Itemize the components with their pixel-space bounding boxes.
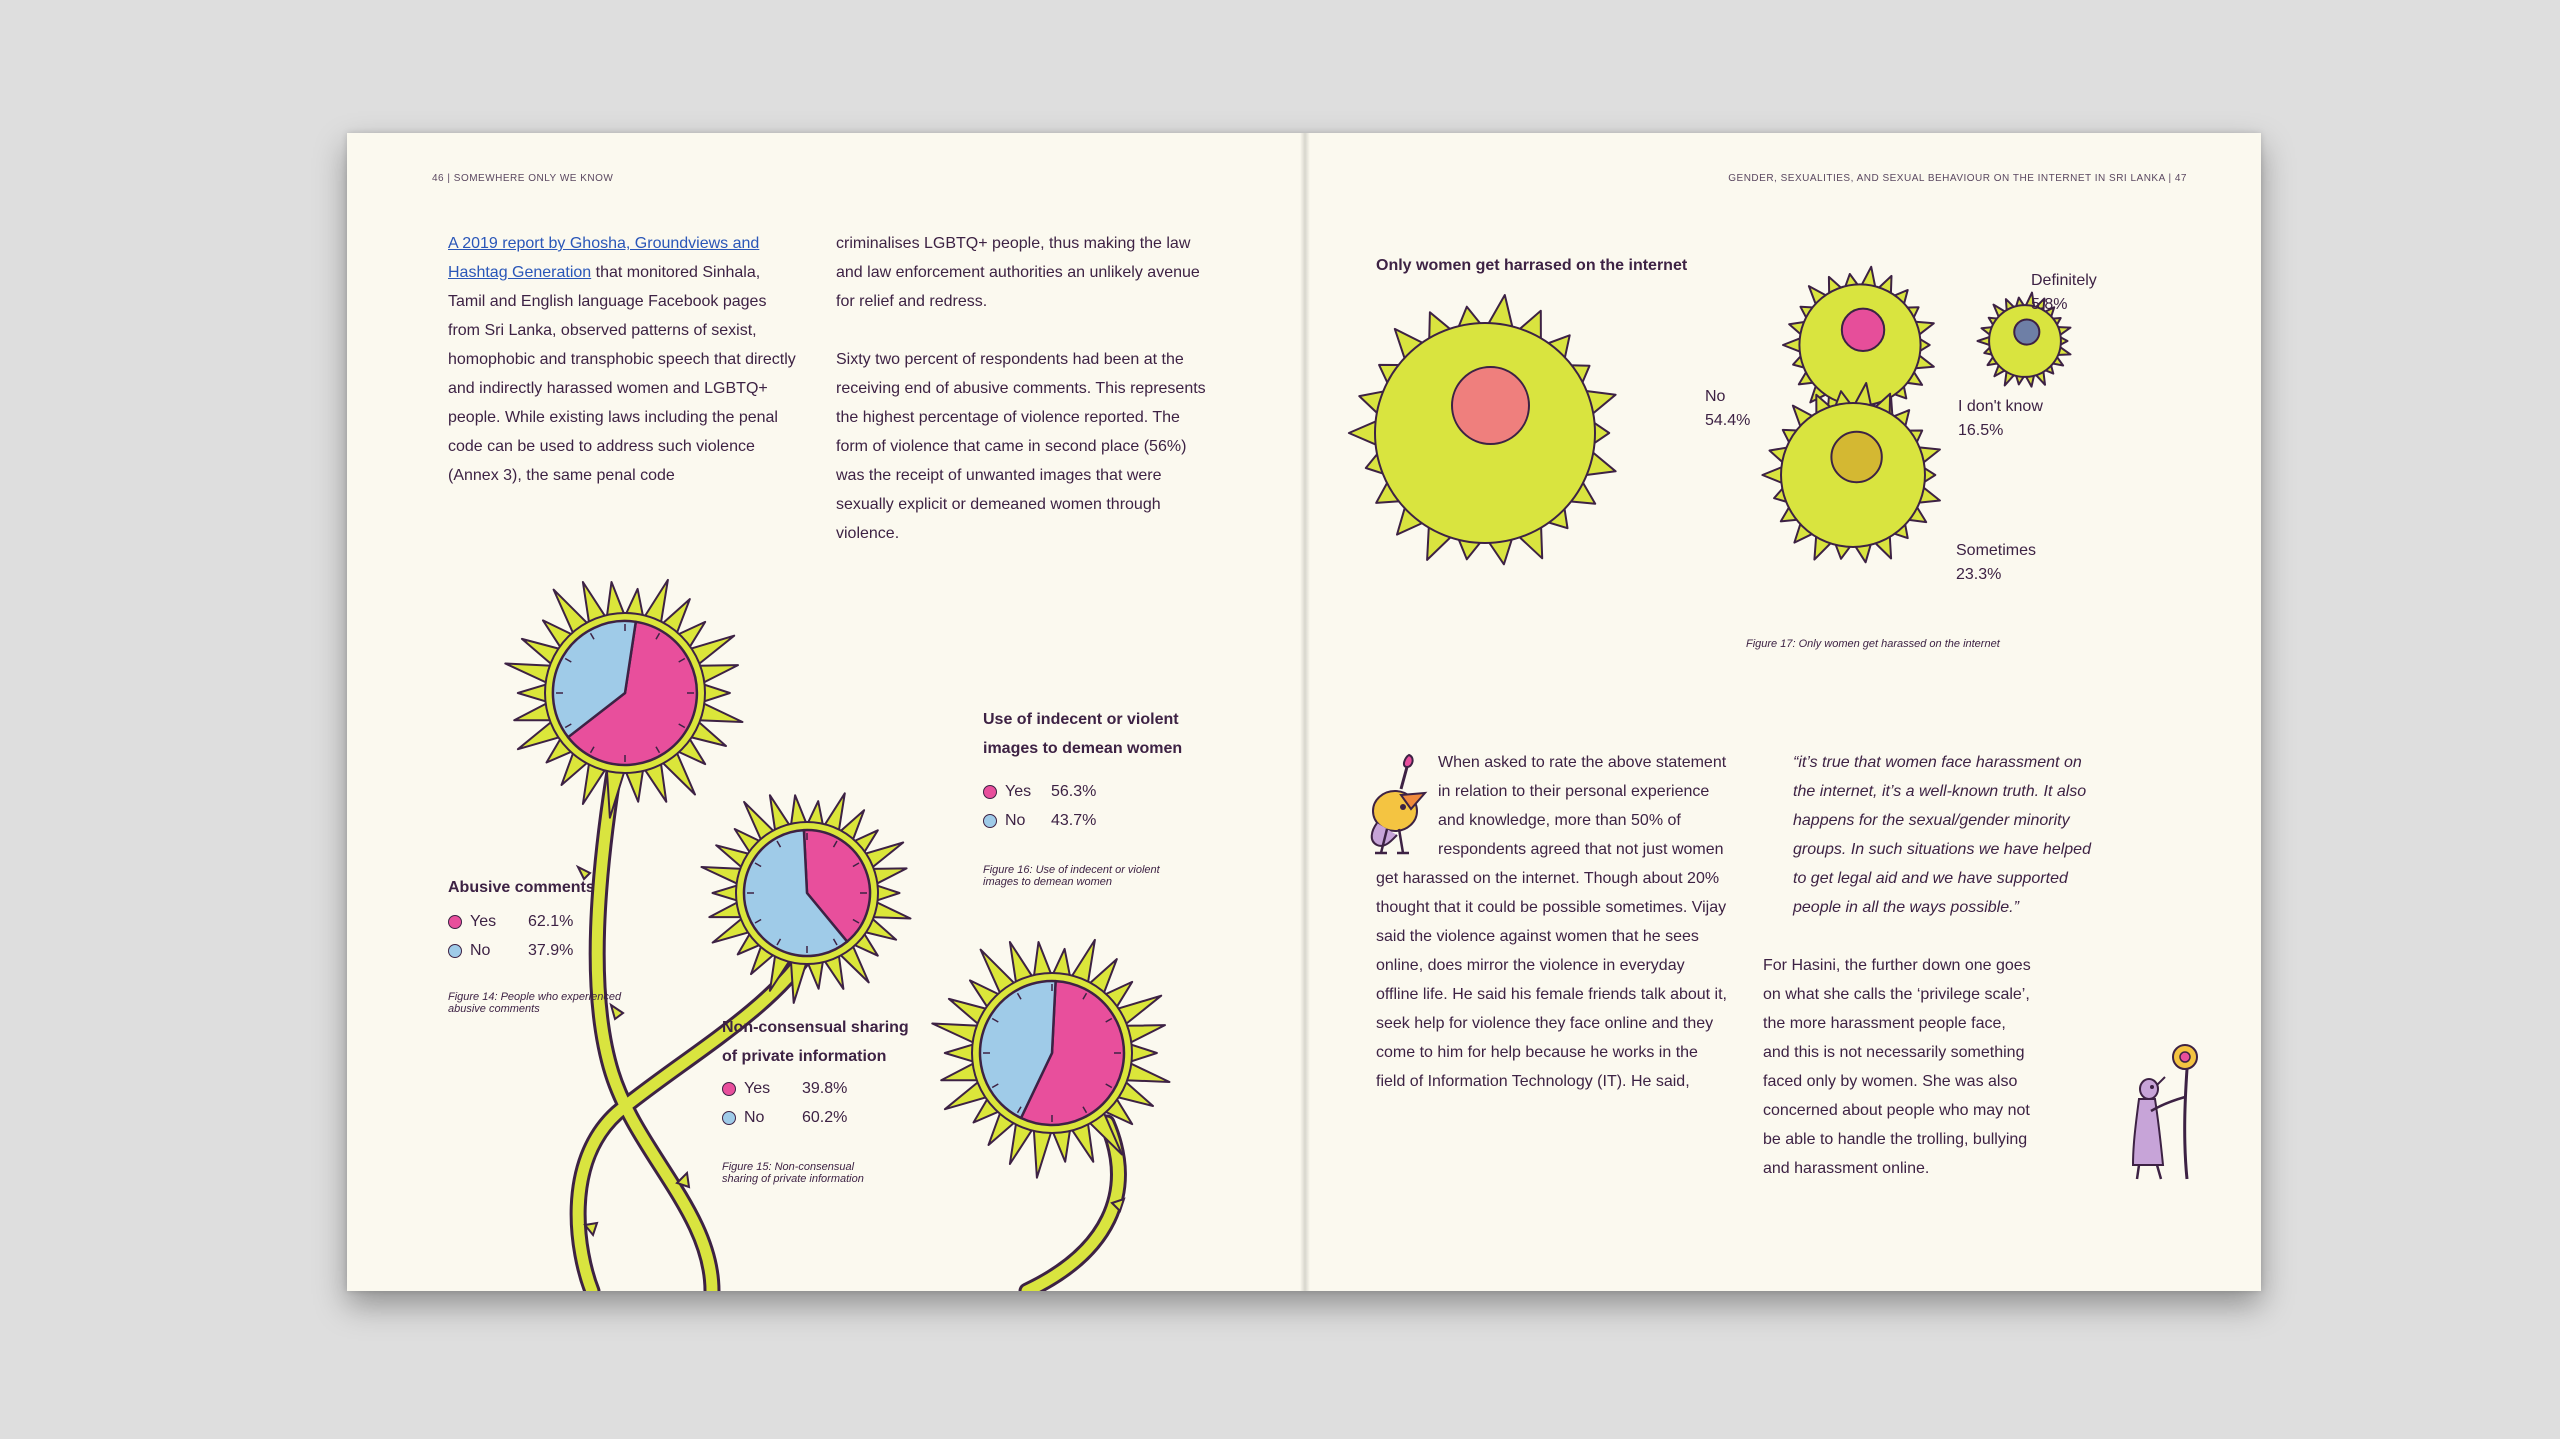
running-head-left: 46 | SOMEWHERE ONLY WE KNOW — [432, 173, 614, 184]
label-value: 16.5% — [1958, 422, 2004, 439]
legend-value: 43.7% — [1051, 812, 1097, 829]
bubble-label-sometimes — [1956, 539, 2036, 587]
indecent-images-flower-chart — [932, 933, 1172, 1173]
paragraph: Sixty two percent of respondents had been at the receiving end of abusive comments. This represents the highest percentage of violence reported. The form of violence that came in second place (56%) was the receipt of unwanted images that were sexually explicit or demeaned women through violence. — [836, 351, 1206, 542]
fig14-caption: Figure 14: People who experienced abusive comments — [448, 991, 622, 1015]
fig16-legend — [983, 777, 1096, 835]
legend-label: No — [470, 942, 491, 959]
fig16-caption: Figure 16: Use of indecent or violent images to demean women — [983, 864, 1160, 888]
legend-label: No — [1005, 812, 1026, 829]
label-name: I don't know — [1958, 398, 2043, 415]
legend-row-no — [722, 1103, 847, 1132]
abusive-comments-flower-chart — [505, 573, 745, 813]
yes-swatch — [983, 785, 997, 799]
right-column-1 — [1376, 748, 1728, 1096]
left-page — [347, 133, 1305, 1291]
legend-row-no — [983, 806, 1096, 835]
left-column-1-text: that monitored Sinhala, Tamil and English language Facebook pages from Sri Lanka, observed patterns of sexist, homophobic and transphobic speech that directly and indirectly harassed women and LGBTQ+ people. While existing laws including the penal code can be used to address such violence (Annex 3), the same penal code — [448, 264, 796, 484]
fig15-legend — [722, 1074, 847, 1132]
legend-value: 62.1% — [528, 913, 574, 930]
bubble-label-definitely — [2031, 269, 2097, 317]
label-name: Definitely — [2031, 272, 2097, 289]
vijay-quote: “it’s true that women face harassment on the internet, it’s a well-known truth. It also happens for the sexual/gender minority groups. In such situations we have helped to get legal aid and we have supported people in all the ways possible.” — [1793, 754, 2091, 916]
book-spread — [347, 133, 2261, 1291]
text-wrap-spacer — [2031, 951, 2103, 1171]
fig14-title: Abusive comments — [448, 879, 595, 896]
right-column-1-text: When asked to rate the above statement in relation to their personal experience and knowledge, more than 50% of respondents agreed that not just women get harassed on the internet. Though about 20% thought that it could be possible sometimes. Vijay said the violence against women that he sees online, does mirror the violence in everyday offline life. He said his female friends talk about it, seek help for violence they face online and they come to him for help because he works in the field of Information Technology (IT). He said, — [1376, 754, 1727, 1090]
paragraph: criminalises LGBTQ+ people, thus making the law and law enforcement authorities an unlikely avenue for relief and redress. — [836, 235, 1200, 310]
bubble-core-no — [1452, 367, 1529, 444]
bubble-label-no — [1705, 385, 1750, 433]
label-name: No — [1705, 388, 1726, 405]
running-head-right: GENDER, SEXUALITIES, AND SEXUAL BEHAVIOUR ON THE INTERNET IN SRI LANKA | 47 — [1728, 173, 2187, 184]
legend-label: Yes — [470, 913, 497, 930]
right-column-2-text: For Hasini, the further down one goes on what she calls the ‘privilege scale’, the more harassment people face, and this is not necessarily something faced only by women. She was also concerned about people who may not be able to handle the trolling, bullying and harassment online. — [1763, 957, 2031, 1177]
legend-label: Yes — [1005, 783, 1032, 800]
figure-with-flower-illustration-icon — [2121, 1041, 2201, 1181]
label-value: 23.3% — [1956, 566, 2002, 583]
no-swatch — [983, 814, 997, 828]
bubble-core-i-don-t-know — [1842, 309, 1884, 351]
fig17-title: Only women get harrased on the internet — [1376, 257, 1688, 274]
yes-swatch — [722, 1082, 736, 1096]
yes-swatch — [448, 915, 462, 929]
legend-value: 39.8% — [802, 1080, 848, 1097]
legend-label: No — [744, 1109, 765, 1126]
legend-row-yes — [448, 907, 573, 936]
fig17-caption: Figure 17: Only women get harassed on the internet — [1746, 638, 2000, 650]
fig15-title: Non-consensual sharing of private information — [722, 1019, 909, 1065]
label-value: 54.4% — [1705, 412, 1751, 429]
fig14-legend — [448, 907, 573, 965]
private-info-flower-chart — [702, 788, 912, 998]
legend-row-yes — [983, 777, 1096, 806]
bubble-core-sometimes — [1831, 432, 1881, 482]
text-wrap-spacer — [1376, 748, 1438, 864]
fig17-bubble-chart — [1305, 233, 2261, 593]
fig15-caption: Figure 15: Non-consensual sharing of private information — [722, 1161, 864, 1185]
legend-row-no — [448, 936, 573, 965]
bubble-core-definitely — [2014, 319, 2039, 344]
legend-row-yes — [722, 1074, 847, 1103]
right-page — [1305, 133, 2261, 1291]
bubble-label-dont-know — [1958, 395, 2043, 443]
legend-value: 37.9% — [528, 942, 574, 959]
legend-value: 56.3% — [1051, 783, 1097, 800]
legend-label: Yes — [744, 1080, 771, 1097]
report-link[interactable]: A 2019 report by Ghosha, Groundviews and Hashtag Generation — [448, 235, 760, 281]
legend-value: 60.2% — [802, 1109, 848, 1126]
label-name: Sometimes — [1956, 542, 2037, 559]
fig16-title: Use of indecent or violent images to demean women — [983, 711, 1183, 757]
no-swatch — [448, 944, 462, 958]
label-value: 5.8% — [2031, 296, 2068, 313]
no-swatch — [722, 1111, 736, 1125]
right-column-2 — [1763, 748, 2103, 1183]
